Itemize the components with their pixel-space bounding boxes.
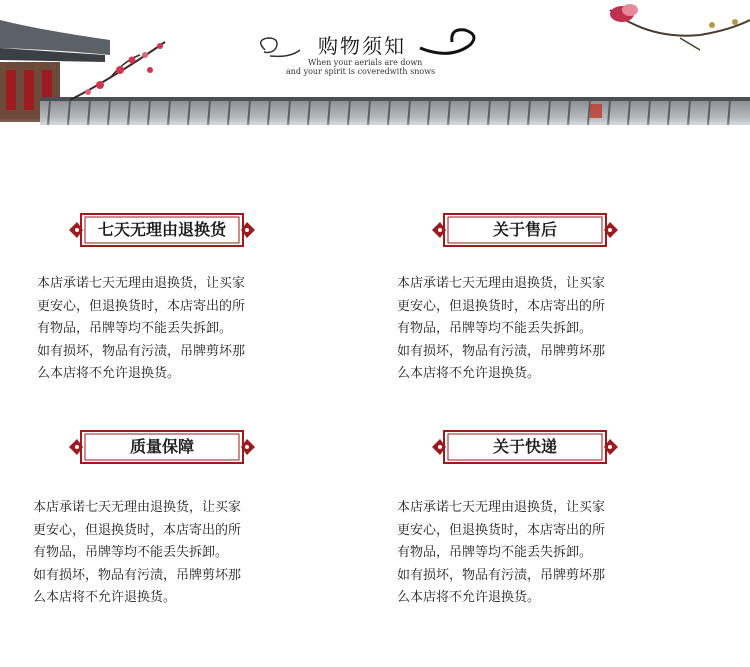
section-title: 关于快递 (492, 437, 557, 456)
magnolia-branch-right (610, 4, 750, 50)
section-title: 七天无理由退换货 (97, 220, 226, 239)
body-line: 更安心，但退换货时，本店寄出的所 (397, 298, 606, 314)
section-title-badge (430, 212, 620, 248)
page-subtitle-line1: When your aerials are down (308, 58, 423, 67)
section-body (397, 497, 637, 610)
body-line: 有物品，吊牌等均不能丢失拆卸。 (397, 321, 593, 336)
page-title: 购物须知 (318, 34, 406, 58)
section-title: 关于售后 (492, 220, 557, 239)
body-line: 本店承诺七天无理由退换货，让买家 (37, 276, 246, 291)
body-line: 如有损坏，物品有污渍，吊牌剪坏那 (397, 567, 606, 583)
section-title-badge (430, 429, 620, 465)
body-line: 如有损坏，物品有污渍，吊牌剪坏那 (397, 343, 606, 359)
section-title: 质量保障 (129, 437, 194, 456)
page-subtitle-line2: and your spirit is coveredwith snows (286, 67, 436, 76)
body-line: 么本店将不允许退换货。 (37, 366, 181, 381)
body-line: 有物品，吊牌等均不能丢失拆卸。 (33, 545, 229, 560)
body-line: 如有损坏，物品有污渍，吊牌剪坏那 (33, 567, 242, 583)
body-line: 更安心，但退换货时，本店寄出的所 (397, 522, 606, 538)
header-banner (0, 0, 750, 145)
body-line: 有物品，吊牌等均不能丢失拆卸。 (397, 545, 593, 560)
body-line: 更安心，但退换货时，本店寄出的所 (33, 522, 242, 538)
seal-stamp (590, 104, 602, 118)
body-line: 如有损坏，物品有污渍，吊牌剪坏那 (37, 343, 246, 359)
body-line: 么本店将不允许退换货。 (33, 590, 177, 605)
section-title-badge (67, 429, 257, 465)
body-line: 本店承诺七天无理由退换货，让买家 (33, 500, 242, 515)
body-line: 么本店将不允许退换货。 (397, 366, 541, 381)
section-title-badge (67, 212, 257, 248)
section-body (37, 273, 277, 386)
body-line: 么本店将不允许退换货。 (397, 590, 541, 605)
ink-swirl-right (420, 30, 474, 54)
body-line: 本店承诺七天无理由退换货，让买家 (397, 276, 606, 291)
body-line: 更安心，但退换货时，本店寄出的所 (37, 298, 246, 314)
body-line: 有物品，吊牌等均不能丢失拆卸。 (37, 321, 233, 336)
body-line: 本店承诺七天无理由退换货，让买家 (397, 500, 606, 515)
section-body (33, 497, 273, 610)
cloud-swirl-left (261, 38, 300, 56)
section-body (397, 273, 637, 386)
